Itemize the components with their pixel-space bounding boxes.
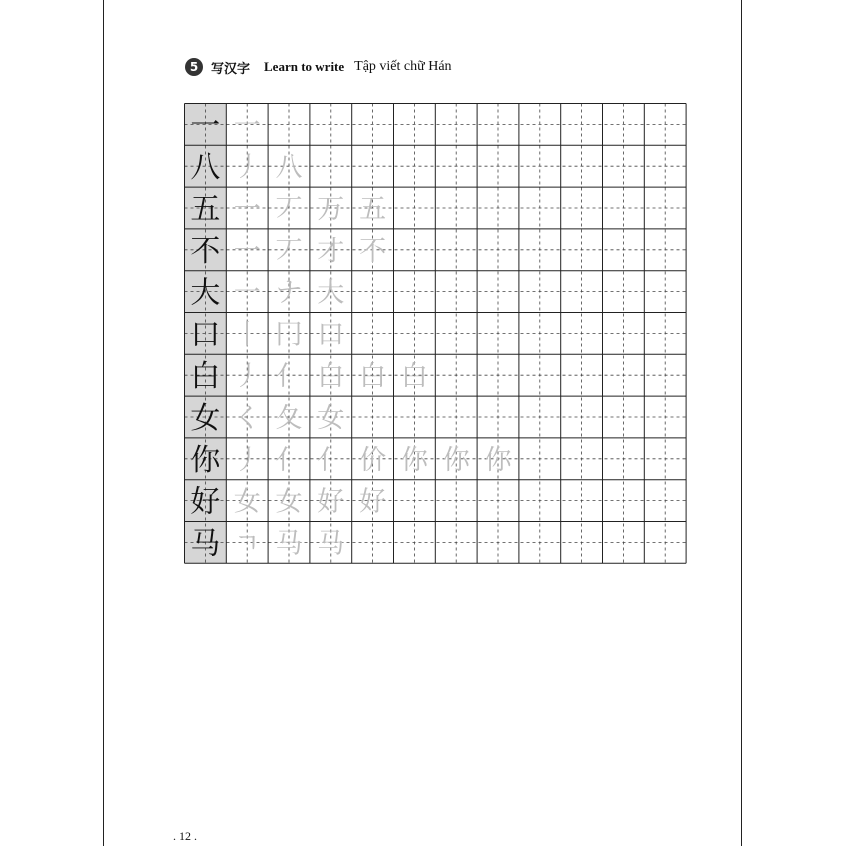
trace-stroke-step: ㄱ xyxy=(234,528,261,560)
page-number: . 12 . xyxy=(173,829,197,843)
trace-stroke-step: 女 xyxy=(275,486,303,518)
trace-stroke-step: 五 xyxy=(359,194,387,225)
trace-stroke-step: く xyxy=(233,403,261,434)
trace-stroke-step: 大 xyxy=(317,277,345,309)
trace-stroke-step: 你 xyxy=(484,444,512,476)
sample-character: 八 xyxy=(190,150,221,186)
trace-stroke-step: ナ xyxy=(275,277,303,309)
sample-character: 白 xyxy=(190,359,221,395)
section-title-chinese: 写汉字 xyxy=(211,61,251,77)
trace-stroke-step: 亻 xyxy=(317,444,345,476)
section-header xyxy=(185,56,452,78)
trace-stroke-step: 亻 xyxy=(275,361,303,393)
trace-stroke-step: 白 xyxy=(400,361,428,393)
trace-stroke-step: 好 xyxy=(359,486,387,518)
trace-stroke-step: 八 xyxy=(275,152,303,184)
trace-stroke-step: 马 xyxy=(317,528,345,560)
trace-stroke-step: 亻 xyxy=(275,444,303,476)
writing-practice-grid xyxy=(184,103,688,569)
section-number-badge: 5 xyxy=(185,58,203,76)
trace-stroke-step: 才 xyxy=(317,235,345,267)
trace-stroke-step: 丆 xyxy=(275,235,303,267)
trace-stroke-step: 丿 xyxy=(233,444,261,476)
sample-character: 马 xyxy=(190,526,221,562)
trace-stroke-step: 夂 xyxy=(275,403,303,434)
trace-stroke-step: 你 xyxy=(442,444,470,476)
trace-stroke-step: 女 xyxy=(233,486,261,518)
trace-stroke-step: 价 xyxy=(359,444,387,476)
section-title-vietnamese: Tập viết chữ Hán xyxy=(354,59,452,74)
trace-stroke-step: 口 xyxy=(317,319,345,351)
trace-stroke-step: 白 xyxy=(359,361,387,393)
trace-stroke-step: 万 xyxy=(317,194,345,225)
trace-stroke-step: 冂 xyxy=(275,319,303,351)
trace-stroke-step: 你 xyxy=(400,444,428,476)
trace-stroke-step: 马 xyxy=(275,528,303,560)
trace-stroke-step: 丨 xyxy=(233,319,261,351)
trace-stroke-step: 白 xyxy=(317,361,345,393)
sample-character: 你 xyxy=(190,442,221,478)
trace-stroke-step: 一 xyxy=(233,194,261,225)
page-left-rule xyxy=(103,0,104,846)
sample-character: 一 xyxy=(190,108,221,144)
practice-grid-svg xyxy=(184,103,688,565)
sample-character: 女 xyxy=(190,401,221,436)
trace-stroke-step: 好 xyxy=(317,486,345,518)
sample-character: 口 xyxy=(190,317,221,353)
trace-stroke-step: 丿 xyxy=(233,152,261,184)
sample-character: 五 xyxy=(190,192,221,227)
page-right-rule xyxy=(741,0,742,846)
trace-stroke-step: 一 xyxy=(233,277,261,309)
trace-stroke-step: 丿 xyxy=(233,361,261,393)
trace-stroke-step: 女 xyxy=(317,403,345,434)
trace-stroke-step: 丆 xyxy=(275,194,303,225)
sample-character: 好 xyxy=(190,484,221,520)
trace-stroke-step: 一 xyxy=(233,235,261,267)
section-title-english: Learn to write xyxy=(264,59,345,74)
sample-character: 不 xyxy=(190,233,221,269)
trace-stroke-step: 不 xyxy=(359,235,387,267)
sample-character: 大 xyxy=(190,275,221,311)
trace-stroke-step: 一 xyxy=(233,110,261,142)
